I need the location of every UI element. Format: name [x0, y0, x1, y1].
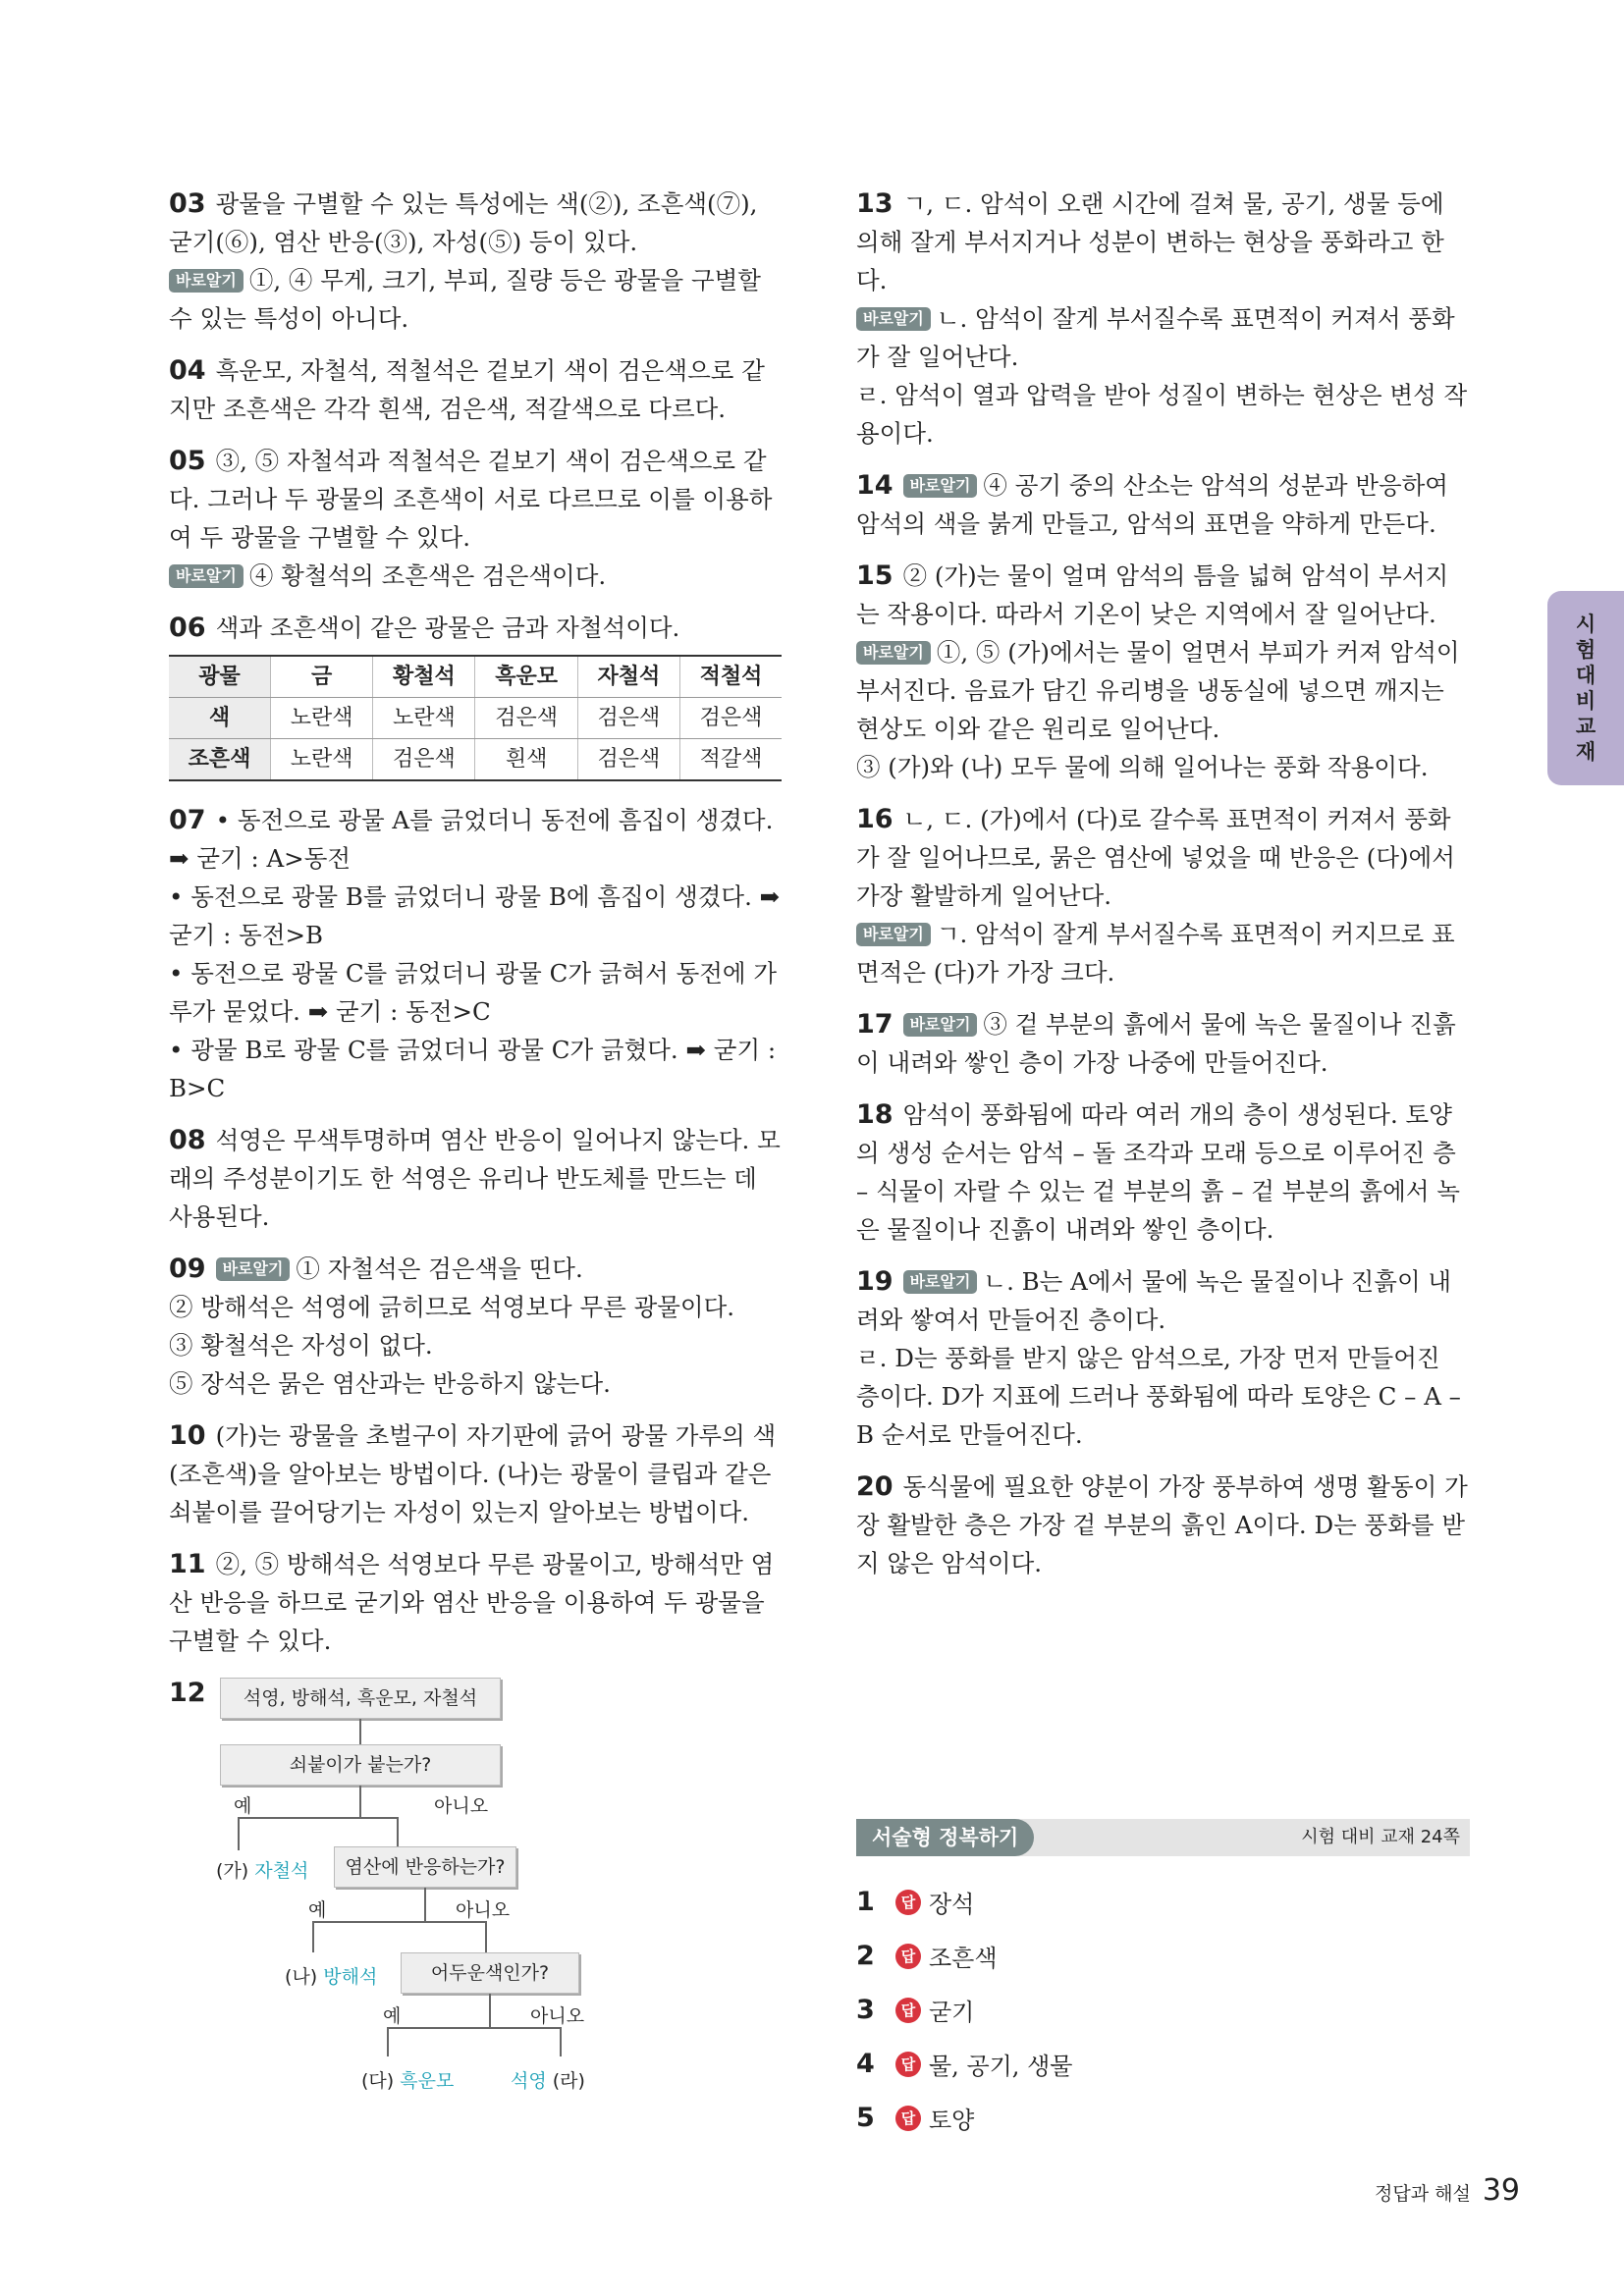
page-footer	[1375, 2173, 1520, 2208]
barogi-badge: 바로알기	[903, 474, 978, 498]
answer-marker-icon: 답	[895, 2052, 921, 2077]
explanation: ③, ⑤ 자철석과 적철석은 겉보기 색이 검은색으로 같다. 그러나 두 광물의 조흔색이 서로 다르므로 이를 이용하여 두 광물을 구별할 수 있다.	[169, 447, 773, 552]
result-ga	[216, 1852, 308, 1891]
connector-line	[424, 1888, 426, 1921]
no-label: 아니오	[530, 2005, 585, 2027]
table-cell: 검은색	[577, 739, 679, 781]
table-row	[169, 698, 782, 739]
table-cell: 흰색	[475, 739, 577, 781]
answer-10	[169, 1416, 787, 1531]
barogi-badge: 바로알기	[903, 1013, 978, 1037]
answer-text: 물, 공기, 생물	[929, 2053, 1073, 2080]
correction-extra: ③ (가)와 (나) 모두 물에 의해 일어나는 풍화 작용이다.	[856, 753, 1429, 781]
table-cell: 검은색	[679, 698, 782, 739]
answer-text: 토양	[929, 2107, 975, 2134]
correction-note: ㄴ. B는 A에서 물에 녹은 물질이나 진흙이 내려와 쌓여서 만들어진 층이다.	[856, 1267, 1452, 1334]
explanation: ㄴ, ㄷ. (가)에서 (다)로 갈수록 표면적이 커져서 풍화가 잘 일어나므로, 묽은 염산에 넣었을 때 반응은 (다)에서 가장 활발하게 일어난다.	[856, 805, 1455, 910]
answer-text: 조흔색	[929, 1945, 998, 1972]
result-mineral: 석영	[511, 2070, 547, 2092]
connector-line	[359, 1719, 361, 1744]
question-number: 07	[169, 805, 206, 835]
connector-line	[312, 1921, 314, 1952]
result-label: (가)	[216, 1860, 249, 1882]
yes-label: 예	[308, 1899, 327, 1921]
barogi-badge: 바로알기	[216, 1257, 291, 1281]
correction-note: ㄱ. 암석이 잘게 부서질수록 표면적이 커지므로 표면적은 (다)가 가장 크다.	[856, 920, 1455, 987]
answer-number: 4	[856, 2049, 875, 2079]
connector-line	[485, 1921, 487, 1952]
explanation-line: ⑤ 장석은 묽은 염산과는 반응하지 않는다.	[169, 1369, 611, 1398]
correction-note: ① 자철석은 검은색을 띤다.	[296, 1255, 583, 1283]
question-number: 08	[169, 1125, 206, 1155]
question-number: 20	[856, 1471, 893, 1502]
answer-05	[169, 442, 787, 595]
result-label: (다)	[361, 2070, 395, 2092]
answer-14	[856, 466, 1470, 543]
question-number: 15	[856, 561, 893, 591]
answer-marker-icon: 답	[895, 2106, 921, 2131]
list-item	[856, 2037, 1249, 2091]
explanation-line: • 동전으로 광물 C를 긁었더니 광물 C가 긁혀서 동전에 가루가 묻었다. ➡ 굳기 : 동전>C	[169, 959, 778, 1026]
flow-box-minerals: 석영, 방해석, 흑운모, 자철석	[220, 1678, 501, 1719]
correction-note: ①, ⑤ (가)에서는 물이 얼면서 부피가 커져 암석이 부서진다. 음료가 담긴 유리병을 냉동실에 넣으면 깨지는 현상도 이와 같은 원리로 일어난다.	[856, 638, 1460, 743]
result-ra	[511, 2062, 585, 2101]
explanation-line: • 동전으로 광물 B를 긁었더니 광물 B에 흠집이 생겼다. ➡ 굳기 : 동전>B	[169, 882, 781, 949]
barogi-badge: 바로알기	[169, 269, 244, 293]
answer-text: 굳기	[929, 1999, 975, 2026]
question-number: 16	[856, 804, 893, 834]
question-number: 12	[169, 1678, 206, 1708]
page-number: 39	[1482, 2173, 1520, 2208]
yes-label: 예	[234, 1795, 252, 1817]
explanation: 흑운모, 자철석, 적철석은 겉보기 색이 검은색으로 같지만 조흔색은 각각 흰색, 검은색, 적갈색으로 다르다.	[169, 356, 765, 423]
answer-17	[856, 1005, 1470, 1082]
list-item	[856, 1983, 1249, 2037]
answer-13	[856, 185, 1470, 453]
connector-line	[489, 1994, 491, 2027]
connector-line	[238, 1817, 397, 1819]
connector-line	[238, 1817, 240, 1850]
correction-extra: ㄹ. D는 풍화를 받지 않은 암석으로, 가장 먼저 만들어진 층이다. D가 지표에 드러나 풍화됨에 따라 토양은 C – A – B 순서로 만들어진다.	[856, 1344, 1461, 1449]
result-na	[285, 1958, 377, 1997]
no-label: 아니오	[434, 1795, 489, 1817]
footer-label: 정답과 해설	[1375, 2183, 1471, 2205]
flow-box-acid-question: 염산에 반응하는가?	[334, 1846, 516, 1888]
barogi-badge: 바로알기	[856, 641, 931, 665]
answer-08	[169, 1121, 787, 1236]
connector-line	[397, 1817, 399, 1846]
flow-box-dark-question: 어두운색인가?	[401, 1952, 579, 1994]
correction-extra: ㄹ. 암석이 열과 압력을 받아 성질이 변하는 현상은 변성 작용이다.	[856, 381, 1468, 448]
question-number: 19	[856, 1266, 893, 1297]
short-answer-header	[856, 1819, 1470, 1856]
explanation-line: • 광물 B로 광물 C를 긁었더니 광물 C가 긁혔다. ➡ 굳기 : B>C	[169, 1036, 777, 1102]
side-tab-label: 시험 대비 교재	[1575, 613, 1597, 764]
barogi-badge: 바로알기	[856, 923, 931, 946]
answer-number: 3	[856, 1995, 875, 2025]
answer-09	[169, 1250, 787, 1403]
table-cell: 조흔색	[169, 739, 270, 781]
answer-marker-icon: 답	[895, 1998, 921, 2023]
answer-16	[856, 800, 1470, 991]
question-number: 06	[169, 613, 206, 643]
yes-label: 예	[383, 2005, 402, 2027]
result-mineral: 흑운모	[400, 2070, 455, 2092]
question-number: 10	[169, 1420, 206, 1451]
answer-07	[169, 801, 787, 1107]
question-number: 03	[169, 188, 206, 219]
table-header-cell: 황철석	[373, 656, 475, 698]
answer-12-flowchart	[169, 1674, 787, 2096]
explanation-line: ③ 황철석은 자성이 없다.	[169, 1331, 433, 1360]
flow-box-magnet-question: 쇠붙이가 붙는가?	[220, 1744, 501, 1786]
explanation: ②, ⑤ 방해석은 석영보다 무른 광물이고, 방해석만 염산 반응을 하므로 굳기와 염산 반응을 이용하여 두 광물을 구별할 수 있다.	[169, 1550, 775, 1655]
table-header-cell: 적철석	[679, 656, 782, 698]
explanation: ② (가)는 물이 얼며 암석의 틈을 넓혀 암석이 부서지는 작용이다. 따라서 기온이 낮은 지역에서 잘 일어난다.	[856, 561, 1449, 628]
short-answer-list	[856, 1875, 1249, 2145]
explanation: 동식물에 필요한 양분이 가장 풍부하여 생명 활동이 가장 활발한 층은 가장 겉 부분의 흙인 A이다. D는 풍화를 받지 않은 암석이다.	[856, 1472, 1468, 1577]
explanation: ㄱ, ㄷ. 암석이 오랜 시간에 걸쳐 물, 공기, 생물 등에 의해 잘게 부서지거나 성분이 변하는 현상을 풍화라고 한다.	[856, 189, 1444, 294]
answer-number: 2	[856, 1941, 875, 1971]
answer-15	[856, 557, 1470, 786]
table-header-cell: 광물	[169, 656, 270, 698]
barogi-badge: 바로알기	[903, 1270, 978, 1294]
answer-marker-icon: 답	[895, 1944, 921, 1969]
question-number: 13	[856, 188, 893, 219]
exam-prep-side-tab	[1547, 591, 1624, 785]
connector-line	[387, 2027, 389, 2056]
result-mineral: 자철석	[254, 1860, 309, 1882]
table-cell: 색	[169, 698, 270, 739]
list-item	[856, 1875, 1249, 1929]
answer-19	[856, 1262, 1470, 1454]
answer-11	[169, 1545, 787, 1660]
result-da	[361, 2062, 454, 2101]
answer-marker-icon: 답	[895, 1890, 921, 1915]
mineral-color-table	[169, 655, 782, 781]
table-cell: 노란색	[270, 739, 372, 781]
barogi-badge: 바로알기	[169, 564, 244, 588]
table-cell: 검은색	[475, 698, 577, 739]
list-item	[856, 2091, 1249, 2145]
result-label: (나)	[285, 1966, 318, 1988]
answer-04	[169, 351, 787, 428]
table-header-cell: 흑운모	[475, 656, 577, 698]
correction-note: ③ 겉 부분의 흙에서 물에 녹은 물질이나 진흙이 내려와 쌓인 층이 가장 나중에 만들어진다.	[856, 1010, 1456, 1077]
table-cell: 검은색	[577, 698, 679, 739]
answer-18	[856, 1095, 1470, 1249]
result-mineral: 방해석	[323, 1966, 378, 1988]
table-cell: 노란색	[270, 698, 372, 739]
explanation-line: • 동전으로 광물 A를 긁었더니 동전에 흠집이 생겼다. ➡ 굳기 : A>동전	[169, 806, 774, 873]
table-cell: 검은색	[373, 739, 475, 781]
question-number: 09	[169, 1254, 206, 1284]
result-label: (라)	[552, 2070, 585, 2092]
answer-03	[169, 185, 787, 338]
answer-text: 장석	[929, 1891, 975, 1918]
table-header-row	[169, 656, 782, 698]
question-number: 05	[169, 446, 206, 476]
answer-20	[856, 1468, 1470, 1582]
left-column	[169, 185, 787, 2109]
question-number: 04	[169, 355, 206, 386]
correction-note: ④ 황철석의 조흔색은 검은색이다.	[248, 561, 607, 590]
question-number: 11	[169, 1549, 206, 1579]
explanation: 광물을 구별할 수 있는 특성에는 색(②), 조흔색(⑦), 굳기(⑥), 염산 반응(③), 자성(⑤) 등이 있다.	[169, 189, 758, 256]
no-label: 아니오	[456, 1899, 511, 1921]
table-cell: 적갈색	[679, 739, 782, 781]
explanation: 암석이 풍화됨에 따라 여러 개의 층이 생성된다. 토양의 생성 순서는 암석 – 돌 조각과 모래 등으로 이루어진 층 – 식물이 자랄 수 있는 겉 부분의 흙 – 겉 부분의 흙에서 녹은 물질이나 진흙이 내려와 쌓인 층이다.	[856, 1100, 1460, 1244]
list-item	[856, 1929, 1249, 1983]
explanation-line: ② 방해석은 석영에 긁히므로 석영보다 무른 광물이다.	[169, 1293, 735, 1321]
connector-line	[359, 1786, 361, 1817]
answer-06	[169, 609, 787, 647]
barogi-badge: 바로알기	[856, 307, 931, 331]
question-number: 18	[856, 1099, 893, 1130]
table-header-cell: 금	[270, 656, 372, 698]
answer-number: 5	[856, 2103, 875, 2133]
explanation: 색과 조흔색이 같은 광물은 금과 자철석이다.	[215, 614, 680, 642]
short-answer-title: 서술형 정복하기	[856, 1819, 1034, 1856]
question-number: 14	[856, 470, 893, 501]
table-cell: 노란색	[373, 698, 475, 739]
explanation: 석영은 무색투명하며 염산 반응이 일어나지 않는다. 모래의 주성분이기도 한 석영은 유리나 반도체를 만드는 데 사용된다.	[169, 1126, 781, 1231]
short-answer-reference: 시험 대비 교재 24쪽	[1301, 1827, 1460, 1847]
correction-note: ①, ④ 무게, 크기, 부피, 질량 등은 광물을 구별할 수 있는 특성이 아니다.	[169, 266, 761, 333]
table-header-cell: 자철석	[577, 656, 679, 698]
connector-line	[560, 2027, 562, 2056]
answer-number: 1	[856, 1887, 875, 1917]
explanation: (가)는 광물을 초벌구이 자기판에 긁어 광물 가루의 색(조흔색)을 알아보는 방법이다. (나)는 광물이 클립과 같은 쇠붙이를 끌어당기는 자성이 있는지 알아보는 방법이다.	[169, 1421, 777, 1526]
correction-note: ④ 공기 중의 산소는 암석의 성분과 반응하여 암석의 색을 붉게 만들고, 암석의 표면을 약하게 만든다.	[856, 471, 1448, 538]
right-column	[856, 185, 1470, 1596]
correction-note: ㄴ. 암석이 잘게 부서질수록 표면적이 커져서 풍화가 잘 일어난다.	[856, 304, 1455, 371]
question-number: 17	[856, 1009, 893, 1040]
table-row	[169, 739, 782, 781]
